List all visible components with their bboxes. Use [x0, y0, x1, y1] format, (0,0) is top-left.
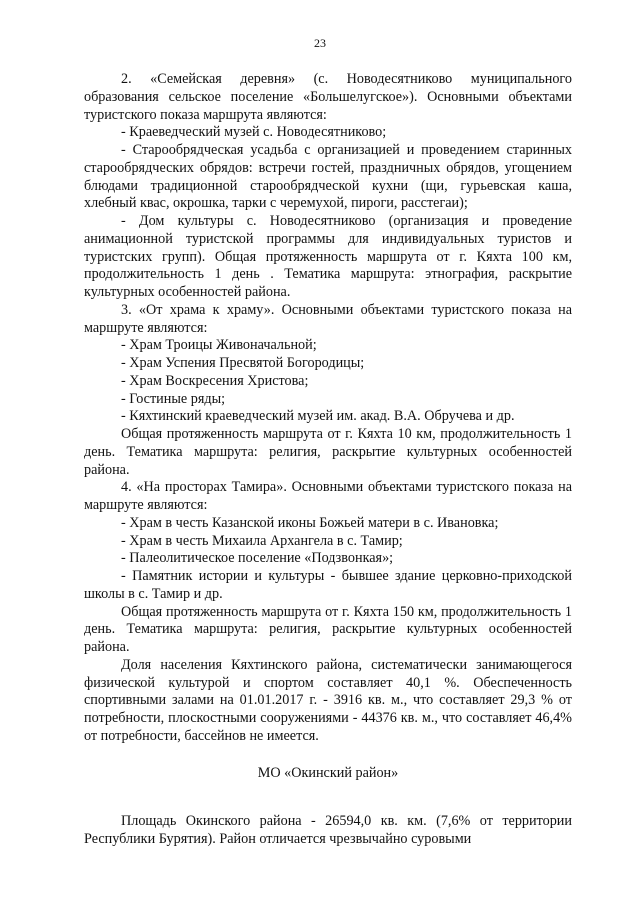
paragraph-oka-area: Площадь Окинского района - 26594,0 кв. км. (7,6% от территории Республики Бурятия). Район отличается чрезвычайно суровыми	[84, 813, 572, 847]
list-item: - Старообрядческая усадьба с организацией и проведением старинных старообрядческих обрядов: встречи гостей, праздничных обрядов, угощением блюдами традиционной старообрядческой кухни (щи, гурьевская каша, хлебный квас, окрошка, тарки с черемухой, пироги, расстегаи);	[84, 142, 572, 212]
list-item: - Памятник истории и культуры - бывшее здание церковно-приходской школы в с. Тамир и др.	[84, 568, 572, 602]
document-body	[84, 71, 572, 849]
list-item: - Храм Троицы Живоначальной;	[121, 337, 317, 354]
list-item: - Храм Воскресения Христова;	[121, 372, 309, 389]
list-item: - Храм Успения Пресвятой Богородицы;	[121, 355, 365, 371]
paragraph-route-2: 2. «Семейская деревня» (с. Новодесятниково муниципального образования сельское поселение «Большелугское»). Основными объектами туристского показа маршрута являются:	[84, 71, 572, 123]
list-item: - Дом культуры с. Новодесятниково (организация и проведение анимационной туристской программы для индивидуальных туристов и туристских групп). Общая протяженность маршрута от г. Кяхта 100 км, продолжительность 1 день . Тематика маршрута: этнография, раскрытие культурных особенностей района.	[84, 213, 572, 300]
list-item: - Храм в честь Казанской иконы Божьей матери в с. Ивановка;	[121, 514, 499, 531]
page-number: 23	[314, 36, 326, 50]
list-item: - Кяхтинский краеведческий музей им. акад. В.А. Обручева и др.	[121, 408, 515, 425]
paragraph-route-4-summary: Общая протяженность маршрута от г. Кяхта 150 км, продолжительность 1 день. Тематика маршрута: религия, раскрытие культурных особенностей района.	[84, 603, 572, 655]
list-item: - Храм в честь Михаила Архангела в с. Тамир;	[121, 532, 403, 549]
paragraph-route-4: 4. «На просторах Тамира». Основными объектами туристского показа на маршруте являются:	[84, 479, 572, 513]
paragraph-route-3: 3. «От храма к храму». Основными объектами туристского показа на маршруте являются:	[84, 301, 572, 336]
paragraph-route-3-summary: Общая протяженность маршрута от г. Кяхта 10 км, продолжительность 1 день. Тематика маршрута: религия, раскрытие культурных особенностей района.	[84, 426, 572, 478]
paragraph-sport-statistics: Доля населения Кяхтинского района, систематически занимающегося физической культурой и спортом составляет 40,1 %. Обеспеченность спортивными залами на 01.01.2017 г. - 3916 кв. м., что составляет 29,3 % от потребности, плоскостными сооружениями - 44376 кв. м., что составляет 46,4% от потребности, бассейнов не имеется.	[84, 656, 572, 744]
list-item: - Гостиные ряды;	[121, 390, 226, 407]
section-title: МО «Окинский район»	[257, 764, 399, 781]
list-item: - Палеолитическое поселение «Подзвонкая»;	[121, 550, 394, 567]
list-item: - Краеведческий музей с. Новодесятниково;	[121, 124, 387, 141]
